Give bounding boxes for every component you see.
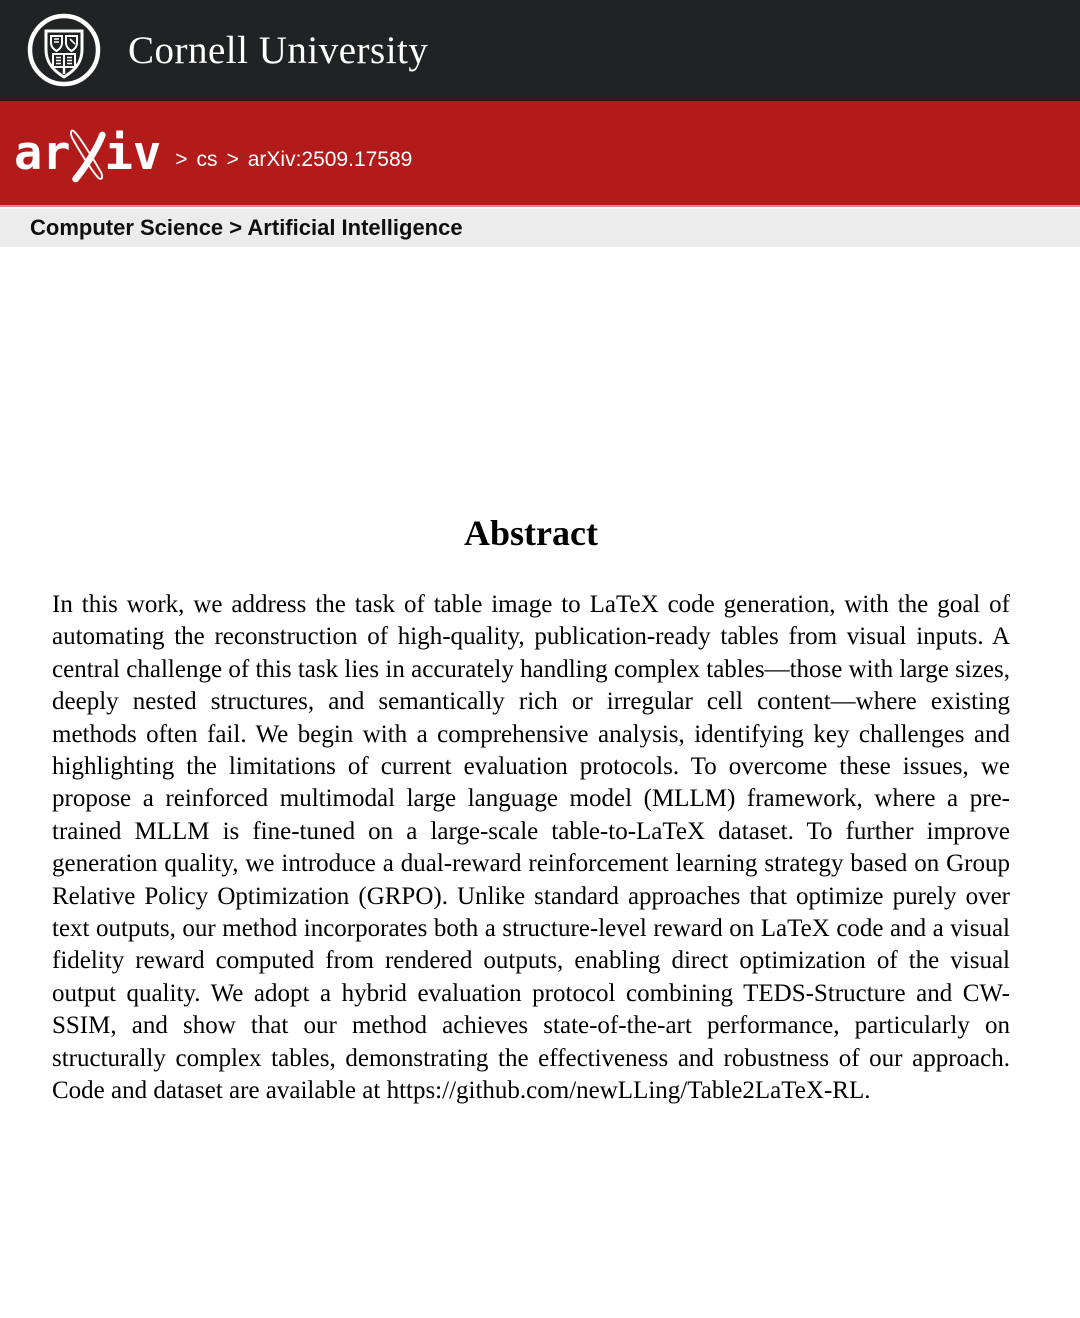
- breadcrumb: [175, 148, 412, 172]
- cornell-university-wordmark[interactable]: Cornell University: [128, 28, 429, 72]
- abstract-text: [52, 589, 1010, 1108]
- breadcrumb-separator: >: [175, 148, 188, 171]
- breadcrumb-cs-link[interactable]: cs: [196, 148, 218, 171]
- arxiv-chi-icon: [67, 125, 109, 187]
- subject-breadcrumb: Computer Science > Artificial Intelligence: [30, 215, 463, 240]
- github-link[interactable]: https://github.com/newLLing/Table2LaTeX-RL: [386, 1077, 865, 1105]
- abstract-period: .: [864, 1077, 871, 1105]
- abstract-body-text: In this work, we address the task of table image to LaTeX code generation, with the goal of automating the reconstruction of high-quality, publication-ready tables from visual inputs. A central challenge of this task lies in accurately handling complex tables—those with large sizes, deeply nested structures, and semantically rich or irregular cell content—where existing methods often fail. We begin with a comprehensive analysis, identifying key challenges and highlighting the limitations of current evaluation protocols. To overcome these issues, we propose a reinforced multimodal large language model (MLLM) framework, where a pre-trained MLLM is fine-tuned on a large-scale table-to-LaTeX dataset. To further improve generation quality, we introduce a dual-reward reinforcement learning strategy based on Group Relative Policy Optimization (GRPO). Unlike standard approaches that optimize purely over text outputs, our method incorporates both a structure-level reward on LaTeX code and a visual fidelity reward computed from rendered outputs, enabling direct optimization of the visual output quality. We adopt a hybrid evaluation protocol combining TEDS-Structure and CW-SSIM, and show that our method achieves state-of-the-art performance, particularly on structurally complex tables, demonstrating the effectiveness and robustness of our approach. Code and dataset are available at: [52, 591, 1010, 1105]
- arxiv-banner: [0, 100, 1080, 207]
- cornell-seal-icon[interactable]: [24, 10, 104, 90]
- abstract-column: [52, 515, 1010, 1108]
- cornell-header: [0, 0, 1080, 100]
- arxiv-logo-text-iv: iv: [104, 125, 162, 181]
- breadcrumb-paper-id-link[interactable]: arXiv:2509.17589: [247, 148, 413, 171]
- arxiv-logo-text-ar: ar: [14, 125, 71, 181]
- subject-bar: [0, 207, 1080, 247]
- abstract-section: [0, 247, 1080, 1108]
- abstract-heading: Abstract: [464, 513, 598, 553]
- breadcrumb-separator: >: [226, 148, 239, 171]
- arxiv-logo[interactable]: [14, 122, 161, 184]
